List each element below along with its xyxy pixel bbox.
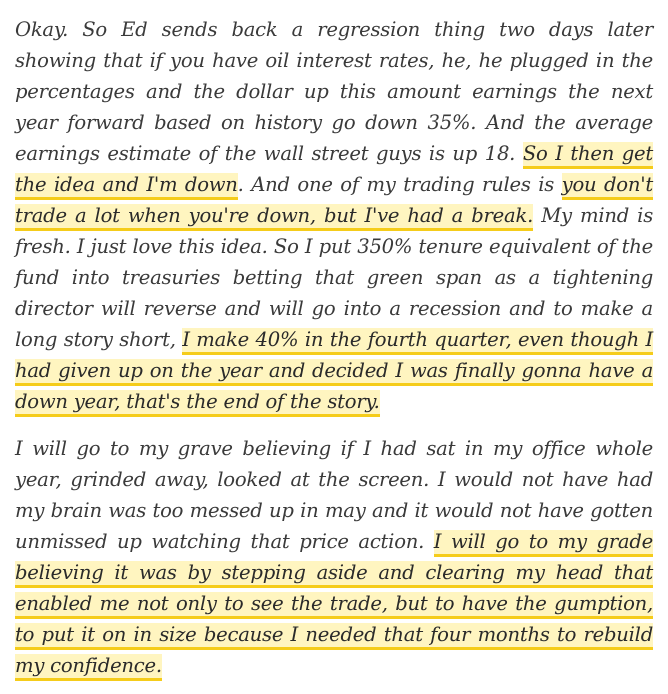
text-segment: I will go to my grave believing if I had sat in my office whole year, grinded away, looked at the screen. I would not have had my brain was too messed up in may and it would not have gotten unmissed up watching that price action. <box>15 437 653 553</box>
highlight[interactable]: you don't trade a lot when you're down, but I've had a break. <box>15 173 653 231</box>
highlight[interactable]: I make 40% in the fourth quarter, even though I had given up on the year and decided I was finally gonna have a down year, that's the end of the story. <box>15 328 653 417</box>
paragraph-1 <box>15 14 653 417</box>
text-segment: Okay. So Ed sends back a regression thing two days later showing that if you have oil interest rates, he, he plugged in the percentages and the dollar up this amount earnings the next year forward based on history go down 35%. And the average earnings estimate of the wall street guys is up 18. <box>15 18 653 165</box>
text-segment: . And one of my trading rules is <box>237 173 562 196</box>
article-body <box>15 14 653 681</box>
text-segment: My mind is fresh. I just love this idea. So I put 350% tenure equivalent of the fund into treasuries betting that green span as a tightening director will reverse and will go into a recession and to make a long story short, <box>15 204 653 351</box>
highlight[interactable]: I will go to my grade believing it was by stepping aside and clearing my head that enabled me not only to see the trade, but to have the gumption, to put it on in size because I needed that four months to rebuild my confidence. <box>15 530 653 681</box>
paragraph-2 <box>15 433 653 681</box>
highlight[interactable]: So I then get the idea and I'm down <box>15 142 653 200</box>
